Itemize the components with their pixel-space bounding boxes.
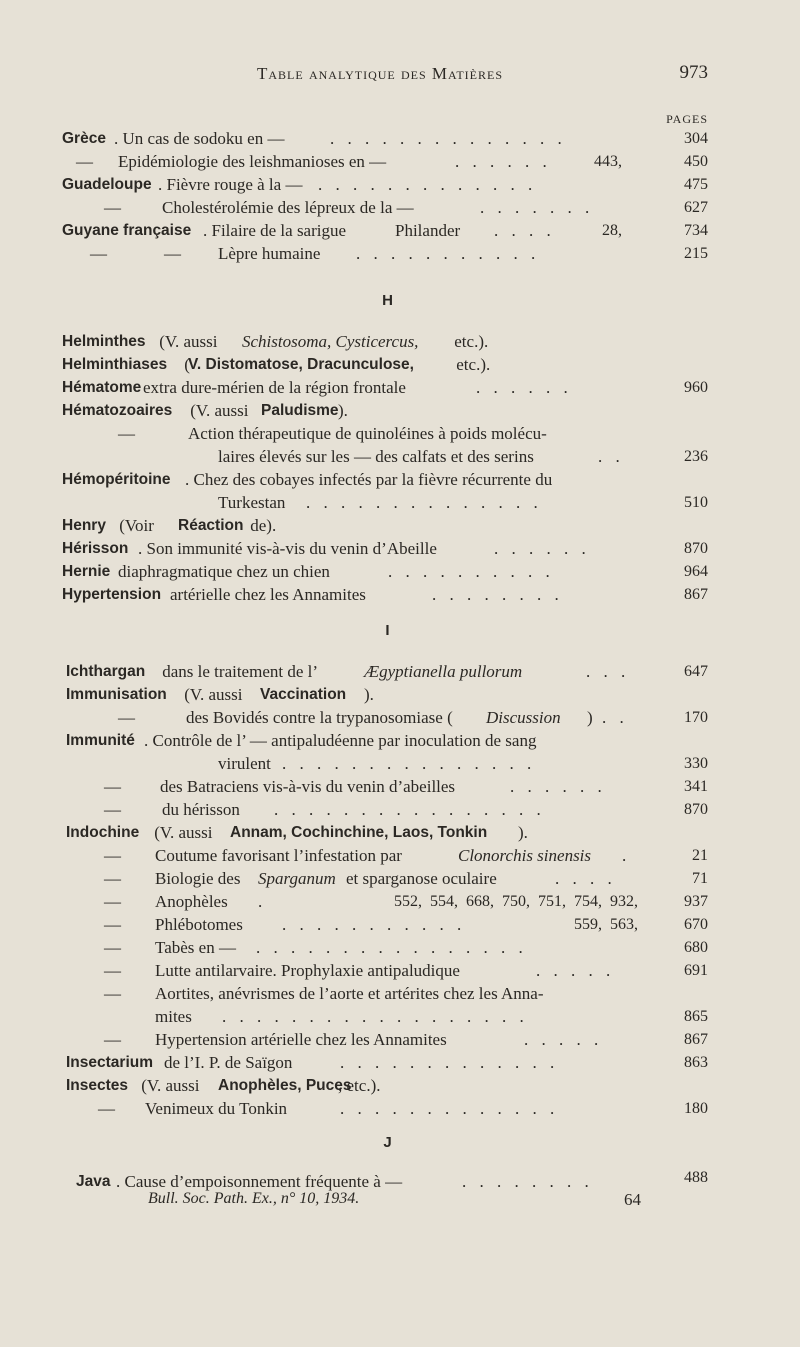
index-entry xyxy=(0,729,800,752)
entry-text: (Voir xyxy=(115,516,159,535)
entry-dash: — xyxy=(104,984,121,1003)
entry-headword: Helminthes xyxy=(62,333,146,350)
entry-bold-crossref: Anophèles, Puces xyxy=(218,1077,352,1094)
entry-text: . Son immunité vis-à-vis du venin d’Abeille xyxy=(138,539,437,558)
entry-headword: Indochine xyxy=(66,824,140,841)
entry-text: de l’I. P. de Saïgon xyxy=(164,1053,293,1072)
entry-text: ) xyxy=(587,708,593,727)
leader-dots: . . . . xyxy=(494,221,556,240)
entry-text: Lèpre humaine xyxy=(218,244,321,263)
pages-column-label: PAGES xyxy=(666,112,708,126)
entry-italic-term: Schistosoma, Cysticercus, xyxy=(242,332,419,351)
entry-text: de). xyxy=(246,516,277,535)
index-entry xyxy=(0,150,800,173)
leader-dots: . . . . . . . . . . . . . xyxy=(340,1099,559,1118)
leader-dots: . xyxy=(258,892,267,911)
page-ref: 71 xyxy=(692,870,708,887)
page-ref: 170 xyxy=(684,709,708,726)
entry-text: diaphragmatique chez un chien xyxy=(118,562,330,581)
entry-text: . Cause d’empoisonnement fréquente à — xyxy=(116,1172,403,1191)
index-entry xyxy=(0,196,800,219)
section-letter-h: H xyxy=(382,292,393,309)
index-entry xyxy=(0,583,800,606)
entry-text: (V. aussi xyxy=(186,401,253,420)
index-entry xyxy=(0,1097,800,1120)
entry-headword: Immunité xyxy=(66,732,135,749)
entry-text: (V. aussi xyxy=(150,823,217,842)
entry-headword: Insectarium xyxy=(66,1054,154,1071)
entry-dash: — xyxy=(98,1099,115,1118)
entry-text: (V. aussi xyxy=(137,1076,204,1095)
index-entry xyxy=(0,1074,800,1097)
page-ref: 867 xyxy=(684,1031,708,1048)
index-entry xyxy=(0,1005,800,1028)
entry-headword: Henry xyxy=(62,517,106,534)
entry-text: Hypertension artérielle chez les Annamites xyxy=(155,1030,447,1049)
entry-bold-crossref: Réaction xyxy=(178,517,244,534)
entry-text: et sparganose oculaire xyxy=(346,869,497,888)
index-entry xyxy=(0,353,800,376)
extra-page-refs: 559, 563, xyxy=(574,916,638,933)
index-entry xyxy=(0,127,800,150)
entry-text: . Un cas de sodoku en — xyxy=(114,129,285,148)
entry-dash: — xyxy=(104,892,121,911)
entry-text: Anophèles xyxy=(155,892,228,911)
leader-dots: . . . . . . . . . . . . . . . . xyxy=(274,800,546,819)
index-entry xyxy=(0,445,800,468)
page-ref: 647 xyxy=(684,663,708,680)
leader-dots: . . . xyxy=(586,662,630,681)
entry-text: Biologie des xyxy=(155,869,241,888)
entry-text: , etc.). xyxy=(338,1076,381,1095)
index-entry xyxy=(0,867,800,890)
leader-dots: . . . . . . . . . . . . . xyxy=(340,1053,559,1072)
entry-headword: Hématome xyxy=(62,379,142,396)
entry-bold-crossref: Paludisme xyxy=(261,402,339,419)
index-entry xyxy=(0,890,800,913)
page-ref: 867 xyxy=(684,586,708,603)
section-letter-j: J xyxy=(383,1134,392,1151)
entry-italic-term: Clonorchis sinensis xyxy=(458,846,592,865)
leader-dots: . . . . . . . xyxy=(480,198,594,217)
index-entry xyxy=(0,821,800,844)
entry-dash: — xyxy=(76,152,93,171)
entry-text: laires élevés sur les — des calfats et des serins xyxy=(218,447,534,466)
index-entry xyxy=(0,399,800,422)
leader-dots: . . . . . . . . xyxy=(432,585,564,604)
entry-headword: Hernie xyxy=(62,563,111,580)
index-entry xyxy=(0,173,800,196)
entry-dash: — xyxy=(104,938,121,957)
leader-dots: . xyxy=(622,846,631,865)
entry-dash: — xyxy=(104,1030,121,1049)
entry-dash: — xyxy=(118,708,135,727)
leader-dots: . . . . . . . . . . . . . . . xyxy=(282,754,536,773)
entry-headword: Java xyxy=(76,1173,111,1190)
entry-text: . Chez des cobayes infectés par la fièvre récurrente du xyxy=(185,470,553,489)
entry-headword: Insectes xyxy=(66,1077,129,1094)
entry-bold-crossref: Vaccination xyxy=(260,686,347,703)
entry-text: extra dure-mérien de la région frontale xyxy=(143,378,406,397)
entry-text: Cholestérolémie des lépreux de la — xyxy=(162,198,414,217)
entry-headword: Helminthiases xyxy=(62,356,168,373)
index-entry xyxy=(0,1170,800,1193)
page-ref: 341 xyxy=(684,778,708,795)
index-entry xyxy=(0,775,800,798)
entry-dash: — xyxy=(104,846,121,865)
page-ref: 680 xyxy=(684,939,708,956)
entry-text: (V. aussi xyxy=(180,685,247,704)
entry-text: Aortites, anévrismes de l’aorte et artérites chez les Anna- xyxy=(155,984,544,1003)
page-ref: 450 xyxy=(684,153,708,170)
entry-dash: — xyxy=(104,777,121,796)
page-ref: 870 xyxy=(684,540,708,557)
leader-dots: . . . . . . xyxy=(455,152,552,171)
leader-dots: . . . . . . . . . . . xyxy=(356,244,540,263)
index-entry xyxy=(0,422,800,445)
entry-text: . Contrôle de l’ — antipaludéenne par inoculation de sang xyxy=(144,731,537,750)
page-ref: 691 xyxy=(684,962,708,979)
index-entry xyxy=(0,683,800,706)
page-ref: 870 xyxy=(684,801,708,818)
entry-text: des Batraciens vis-à-vis du venin d’abeilles xyxy=(160,777,456,796)
leader-dots: . . . . . . . . . . xyxy=(388,562,555,581)
page-ref: 215 xyxy=(684,245,708,262)
entry-text: Action thérapeutique de quinoléines à poids molécu- xyxy=(188,424,547,443)
page-ref: 734 xyxy=(684,222,708,239)
index-entry xyxy=(0,706,800,729)
extra-page-refs: 28, xyxy=(602,222,622,239)
page-ref: 964 xyxy=(684,563,708,580)
page-ref: 488 xyxy=(684,1169,708,1186)
page-ref: 865 xyxy=(684,1008,708,1025)
page-ref: 510 xyxy=(684,494,708,511)
page-ref: 863 xyxy=(684,1054,708,1071)
entry-italic-term: Ægyptianella pullorum xyxy=(364,662,523,681)
entry-headword: Guyane française xyxy=(62,222,192,239)
index-entry xyxy=(0,1028,800,1051)
page-ref: 627 xyxy=(684,199,708,216)
leader-dots: . . . . . . . . . . . . . . xyxy=(306,493,543,512)
entry-headword: Hématozoaires xyxy=(62,402,173,419)
index-entry xyxy=(0,537,800,560)
entry-headword: Guadeloupe xyxy=(62,176,152,193)
running-title: Table analytique des Matières xyxy=(256,64,504,83)
entry-text: (V. aussi xyxy=(155,332,222,351)
page-ref: 475 xyxy=(684,176,708,193)
leader-dots: . . . . . . xyxy=(476,378,573,397)
index-entry xyxy=(0,219,800,242)
entry-text: etc.). xyxy=(450,332,489,351)
index-entry xyxy=(0,959,800,982)
leader-dots: . . . . . . . . . . . xyxy=(282,915,466,934)
index-entry xyxy=(0,468,800,491)
leader-dots: . . . . . . . . . . . . . . . . . . xyxy=(222,1007,529,1026)
section-letter-i: I xyxy=(385,622,390,639)
entry-headword: Grèce xyxy=(62,130,106,147)
index-entry xyxy=(0,376,800,399)
leader-dots: . . . . . . . . . . . . . xyxy=(318,175,537,194)
page-number: 973 xyxy=(679,62,708,83)
index-entry xyxy=(0,982,800,1005)
index-entry xyxy=(0,798,800,821)
entry-text: . Filaire de la sarigue xyxy=(203,221,347,240)
page-header xyxy=(0,62,800,92)
index-entry xyxy=(0,514,800,537)
entry-text: mites xyxy=(155,1007,192,1026)
page-ref: 330 xyxy=(684,755,708,772)
index-entry xyxy=(0,660,800,683)
entry-text: ). xyxy=(338,401,348,420)
entry-text: ). xyxy=(364,685,374,704)
page-ref: 937 xyxy=(684,893,708,910)
index-entry xyxy=(0,936,800,959)
extra-page-refs: 552, 554, 668, 750, 751, 754, 932, xyxy=(394,893,638,910)
page-ref: 670 xyxy=(684,916,708,933)
entry-headword: Immunisation xyxy=(66,686,167,703)
entry-text: des Bovidés contre la trypanosomiase ( xyxy=(186,708,453,727)
footer-signature: 64 xyxy=(624,1190,641,1209)
entry-text: artérielle chez les Annamites xyxy=(170,585,366,604)
entry-text: Lutte antilarvaire. Prophylaxie antipaludique xyxy=(155,961,460,980)
entry-bold-crossref: V. Distomatose, Dracunculose, xyxy=(188,356,414,373)
leader-dots: . . . . . . . . . . . . . . xyxy=(330,129,567,148)
entry-dash: — xyxy=(104,961,121,980)
entry-text: . Fièvre rouge à la — xyxy=(158,175,303,194)
leader-dots: . . . . . . . . xyxy=(462,1172,594,1191)
leader-dots: . . . . . xyxy=(536,961,615,980)
page-ref: 21 xyxy=(692,847,708,864)
entry-dash: — xyxy=(104,800,121,819)
entry-dash: — xyxy=(164,244,181,263)
entry-text: virulent xyxy=(218,754,271,773)
entry-headword: Ichthargan xyxy=(66,663,146,680)
entry-italic-term: Discussion xyxy=(486,708,561,727)
leader-dots: . . . . . . xyxy=(510,777,607,796)
index-entry xyxy=(0,1051,800,1074)
page-ref: 304 xyxy=(684,130,708,147)
index-entry xyxy=(0,560,800,583)
entry-text: dans le traitement de l’ xyxy=(158,662,319,681)
entry-dash: — xyxy=(104,869,121,888)
page-ref: 236 xyxy=(684,448,708,465)
entry-text: Tabès en — xyxy=(155,938,236,957)
index-entry xyxy=(0,242,800,265)
leader-dots: . . . . . . . . . . . . . . . . xyxy=(256,938,528,957)
leader-dots: . . . . . . xyxy=(494,539,591,558)
entry-italic-term: Philander xyxy=(395,221,461,240)
page-ref: 180 xyxy=(684,1100,708,1117)
entry-bold-crossref: Annam, Cochinchine, Laos, Tonkin xyxy=(230,824,488,841)
entry-text: Coutume favorisant l’infestation par xyxy=(155,846,402,865)
entry-headword: Hérisson xyxy=(62,540,129,557)
extra-page-refs: 443, xyxy=(594,153,622,170)
entry-text: Turkestan xyxy=(218,493,286,512)
page-ref: 960 xyxy=(684,379,708,396)
index-entry xyxy=(0,844,800,867)
entry-text: etc.). xyxy=(452,355,491,374)
leader-dots: . . . . . xyxy=(524,1030,603,1049)
entry-headword: Hémopéritoine xyxy=(62,471,171,488)
leader-dots: . . . . xyxy=(555,869,617,888)
index-entry xyxy=(0,913,800,936)
entry-text: Epidémiologie des leishmanioses en — xyxy=(118,152,387,171)
entry-text: Venimeux du Tonkin xyxy=(145,1099,288,1118)
index-entry xyxy=(0,752,800,775)
entry-text: ( xyxy=(180,355,190,374)
index-entry xyxy=(0,330,800,353)
index-entry xyxy=(0,491,800,514)
entry-italic-term: Sparganum xyxy=(258,869,336,888)
entry-dash: — xyxy=(104,915,121,934)
entry-headword: Hypertension xyxy=(62,586,162,603)
entry-text: Phlébotomes xyxy=(155,915,243,934)
leader-dots: . . xyxy=(598,447,625,466)
footer-citation: Bull. Soc. Path. Ex., n° 10, 1934. xyxy=(148,1190,360,1207)
entry-dash: — xyxy=(90,244,107,263)
entry-text: ). xyxy=(518,823,528,842)
leader-dots: . . xyxy=(602,708,629,727)
entry-dash: — xyxy=(104,198,121,217)
entry-text: du hérisson xyxy=(162,800,240,819)
entry-dash: — xyxy=(118,424,135,443)
